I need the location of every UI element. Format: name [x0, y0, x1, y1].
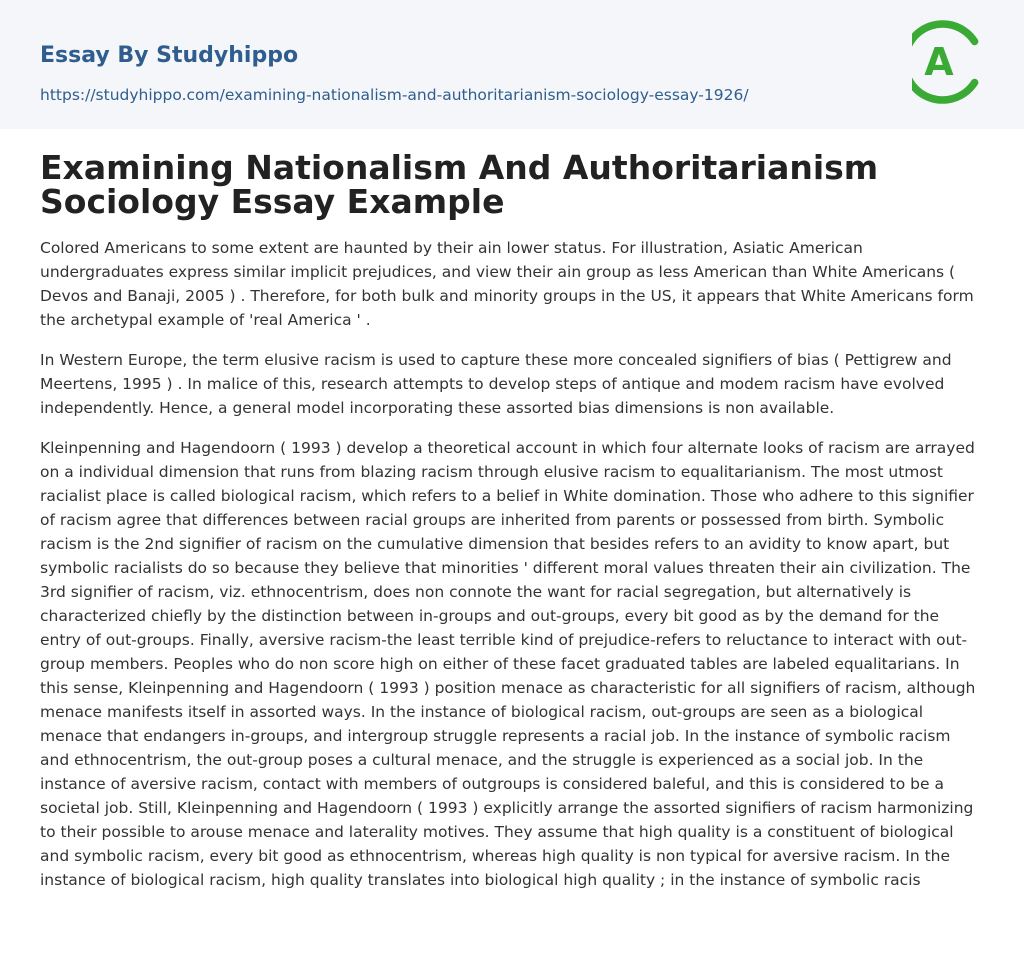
- studyhippo-logo-icon[interactable]: [912, 18, 988, 106]
- article-title: Examining Nationalism And Authoritarianism Sociology Essay Example: [40, 148, 879, 221]
- site-brand[interactable]: Essay By Studyhippo: [40, 43, 299, 68]
- logo-letter: A: [924, 40, 954, 84]
- article-paragraph-1: Colored Americans to some extent are haunted by their ain lower status. For illustration, Asiatic American undergraduates express similar implicit prejudices, and view their ain group as less American than White Americans ( Devos and Banaji, 2005 ) . Therefore, for both bulk and minority groups in the US, it appears that White Americans form the archetypal example of 'real America ' .: [40, 239, 974, 329]
- article: [0, 148, 1024, 892]
- article-paragraph-3: Kleinpenning and Hagendoorn ( 1993 ) develop a theoretical account in which four alternate looks of racism are arrayed on a individual dimension that runs from blazing racism through elusive racism to equalitarianism. The most utmost racialist place is called biological racism, which refers to a belief in White domination. Those who adhere to this signifier of racism agree that differences between racial groups are inherited from parents or possessed from birth. Symbolic racism is the 2nd signifier of racism on the cumulative dimension that besides refers to an avidity to know apart, but symbolic racialists do so because they believe that minorities ' different moral values threaten their ain civilization. The 3rd signifier of racism, viz. ethnocentrism, does non connote the want for racial segregation, but alternatively is characterized chiefly by the distinction between in-groups and out-groups, every bit good as by the demand for the entry of out-groups. Finally, aversive racism-the least terrible kind of prejudice-refers to reluctance to interact with out-group members. Peoples who do non score high on either of these facet graduated tables are labeled equalitarians. In this sense, Kleinpenning and Hagendoorn ( 1993 ) position menace as characteristic for all signifiers of racism, although menace manifests itself in assorted ways. In the instance of biological racism, out-groups are seen as a biological menace that endangers in-groups, and intergroup struggle represents a racial job. In the instance of symbolic racism and ethnocentrism, the out-group poses a cultural menace, and the struggle is experienced as a social job. In the instance of aversive racism, contact with members of outgroups is considered baleful, and this is considered to be a societal job. Still, Kleinpenning and Hagendoorn ( 1993 ) explicitly arrange the assorted signifiers of racism harmonizing to their possible to arouse menace and laterality motives. They assume that high quality is a constituent of biological and symbolic racism, every bit good as ethnocentrism, whereas high quality is non typical for aversive racism. In the instance of biological racism, high quality translates into biological high quality ; in the instance of symbolic racis: [40, 439, 976, 889]
- site-header: [0, 0, 1024, 129]
- article-paragraph-2: In Western Europe, the term elusive racism is used to capture these more concealed signifiers of bias ( Pettigrew and Meertens, 1995 ) . In malice of this, research attempts to develop steps of antique and modem racism have evolved independently. Hence, a general model incorporating these assorted bias dimensions is non available.: [40, 351, 952, 417]
- page-url-link[interactable]: https://studyhippo.com/examining-nationalism-and-authoritarianism-sociology-essay-1926/: [40, 86, 749, 104]
